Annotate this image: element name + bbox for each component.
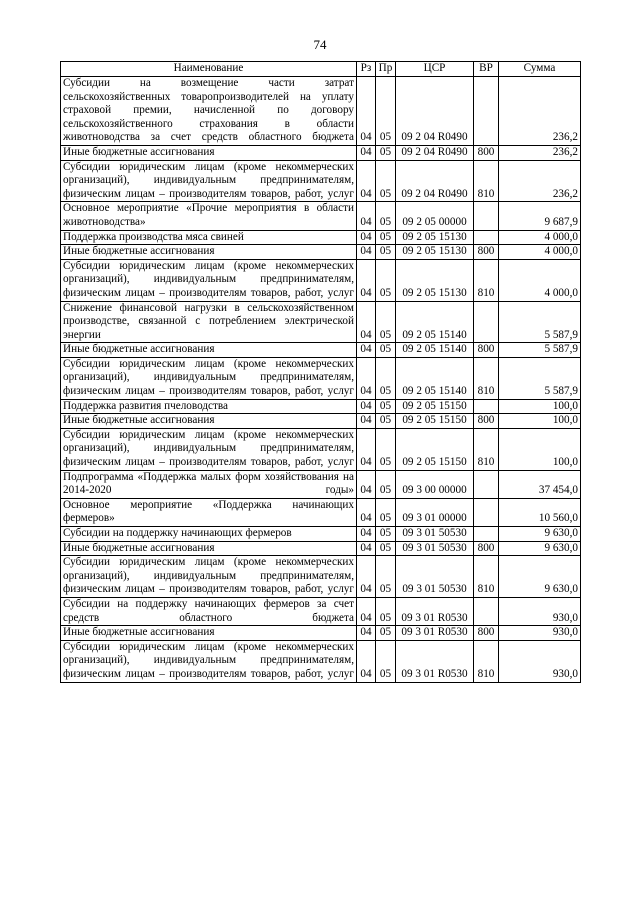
row-rz: 04 bbox=[357, 541, 376, 556]
row-name: Субсидии юридическим лицам (кроме некоммерческих организаций), индивидуальным предпринимателям, физическим лицам – производителям товаров, работ, услуг bbox=[61, 259, 357, 301]
row-vr: 800 bbox=[474, 626, 499, 641]
row-vr bbox=[474, 399, 499, 414]
row-sum: 236,2 bbox=[499, 145, 581, 160]
table-row bbox=[61, 343, 581, 358]
column-header-pr: Пр bbox=[376, 62, 396, 77]
row-name: Субсидии юридическим лицам (кроме некоммерческих организаций), индивидуальным предпринимателям, физическим лицам – производителям товаров, работ, услуг bbox=[61, 357, 357, 399]
row-sum: 4 000,0 bbox=[499, 259, 581, 301]
row-pr: 05 bbox=[376, 259, 396, 301]
row-vr bbox=[474, 498, 499, 526]
row-pr: 05 bbox=[376, 77, 396, 146]
row-sum: 10 560,0 bbox=[499, 498, 581, 526]
row-pr: 05 bbox=[376, 301, 396, 343]
table-row bbox=[61, 597, 581, 625]
row-name: Иные бюджетные ассигнования bbox=[61, 626, 357, 641]
row-pr: 05 bbox=[376, 556, 396, 598]
row-csr: 09 3 00 00000 bbox=[396, 470, 474, 498]
row-rz: 04 bbox=[357, 556, 376, 598]
budget-table bbox=[60, 61, 581, 683]
row-csr: 09 3 01 00000 bbox=[396, 498, 474, 526]
row-csr: 09 3 01 50530 bbox=[396, 527, 474, 542]
table-row bbox=[61, 470, 581, 498]
row-sum: 37 454,0 bbox=[499, 470, 581, 498]
table-row bbox=[61, 202, 581, 230]
column-header-csr: ЦСР bbox=[396, 62, 474, 77]
row-pr: 05 bbox=[376, 343, 396, 358]
row-name: Иные бюджетные ассигнования bbox=[61, 245, 357, 260]
table-row bbox=[61, 414, 581, 429]
row-sum: 9 630,0 bbox=[499, 527, 581, 542]
row-pr: 05 bbox=[376, 160, 396, 202]
row-csr: 09 3 01 R0530 bbox=[396, 640, 474, 682]
row-sum: 5 587,9 bbox=[499, 301, 581, 343]
row-csr: 09 2 05 15150 bbox=[396, 414, 474, 429]
table-row bbox=[61, 498, 581, 526]
row-pr: 05 bbox=[376, 626, 396, 641]
row-sum: 236,2 bbox=[499, 160, 581, 202]
row-vr: 810 bbox=[474, 160, 499, 202]
row-rz: 04 bbox=[357, 259, 376, 301]
row-vr bbox=[474, 230, 499, 245]
row-sum: 5 587,9 bbox=[499, 357, 581, 399]
row-sum: 9 630,0 bbox=[499, 541, 581, 556]
row-name: Поддержка развития пчеловодства bbox=[61, 399, 357, 414]
row-sum: 930,0 bbox=[499, 640, 581, 682]
row-csr: 09 2 05 15130 bbox=[396, 230, 474, 245]
row-vr bbox=[474, 77, 499, 146]
row-name: Основное мероприятие «Поддержка начинающих фермеров» bbox=[61, 498, 357, 526]
row-pr: 05 bbox=[376, 414, 396, 429]
table-row bbox=[61, 357, 581, 399]
row-sum: 5 587,9 bbox=[499, 343, 581, 358]
page-number: 74 bbox=[313, 37, 327, 52]
row-csr: 09 2 04 R0490 bbox=[396, 160, 474, 202]
row-name: Субсидии на поддержку начинающих фермеров за счет средств областного бюджета bbox=[61, 597, 357, 625]
table-row bbox=[61, 399, 581, 414]
row-vr: 810 bbox=[474, 556, 499, 598]
row-name: Субсидии юридическим лицам (кроме некоммерческих организаций), индивидуальным предпринимателям, физическим лицам – производителям товаров, работ, услуг bbox=[61, 556, 357, 598]
row-rz: 04 bbox=[357, 77, 376, 146]
row-csr: 09 2 05 15140 bbox=[396, 343, 474, 358]
row-pr: 05 bbox=[376, 640, 396, 682]
row-sum: 9 630,0 bbox=[499, 556, 581, 598]
table-row bbox=[61, 527, 581, 542]
table-row bbox=[61, 626, 581, 641]
row-rz: 04 bbox=[357, 357, 376, 399]
row-sum: 4 000,0 bbox=[499, 230, 581, 245]
row-csr: 09 2 04 R0490 bbox=[396, 145, 474, 160]
row-name: Субсидии на поддержку начинающих фермеров bbox=[61, 527, 357, 542]
row-rz: 04 bbox=[357, 414, 376, 429]
row-pr: 05 bbox=[376, 470, 396, 498]
row-vr: 810 bbox=[474, 259, 499, 301]
row-csr: 09 3 01 R0530 bbox=[396, 626, 474, 641]
row-rz: 04 bbox=[357, 498, 376, 526]
row-pr: 05 bbox=[376, 541, 396, 556]
table-row bbox=[61, 245, 581, 260]
row-csr: 09 2 05 15140 bbox=[396, 357, 474, 399]
row-vr: 800 bbox=[474, 343, 499, 358]
row-sum: 100,0 bbox=[499, 399, 581, 414]
row-name: Иные бюджетные ассигнования bbox=[61, 145, 357, 160]
row-name: Иные бюджетные ассигнования bbox=[61, 343, 357, 358]
column-header-rz: Рз bbox=[357, 62, 376, 77]
row-rz: 04 bbox=[357, 626, 376, 641]
row-vr: 800 bbox=[474, 145, 499, 160]
row-sum: 236,2 bbox=[499, 77, 581, 146]
row-name: Субсидии юридическим лицам (кроме некоммерческих организаций), индивидуальным предпринимателям, физическим лицам – производителям товаров, работ, услуг bbox=[61, 160, 357, 202]
row-csr: 09 2 05 15150 bbox=[396, 428, 474, 470]
row-sum: 100,0 bbox=[499, 428, 581, 470]
row-pr: 05 bbox=[376, 230, 396, 245]
row-rz: 04 bbox=[357, 145, 376, 160]
row-vr: 800 bbox=[474, 245, 499, 260]
row-rz: 04 bbox=[357, 160, 376, 202]
row-rz: 04 bbox=[357, 230, 376, 245]
row-name: Субсидии юридическим лицам (кроме некоммерческих организаций), индивидуальным предпринимателям, физическим лицам – производителям товаров, работ, услуг bbox=[61, 428, 357, 470]
row-pr: 05 bbox=[376, 597, 396, 625]
row-sum: 930,0 bbox=[499, 626, 581, 641]
row-pr: 05 bbox=[376, 145, 396, 160]
row-rz: 04 bbox=[357, 597, 376, 625]
row-csr: 09 2 05 00000 bbox=[396, 202, 474, 230]
row-rz: 04 bbox=[357, 202, 376, 230]
row-rz: 04 bbox=[357, 245, 376, 260]
table-row bbox=[61, 77, 581, 146]
row-rz: 04 bbox=[357, 399, 376, 414]
row-vr: 810 bbox=[474, 428, 499, 470]
row-rz: 04 bbox=[357, 428, 376, 470]
row-pr: 05 bbox=[376, 527, 396, 542]
row-rz: 04 bbox=[357, 527, 376, 542]
row-rz: 04 bbox=[357, 301, 376, 343]
row-csr: 09 2 05 15130 bbox=[396, 259, 474, 301]
row-pr: 05 bbox=[376, 357, 396, 399]
row-vr: 800 bbox=[474, 541, 499, 556]
table-row bbox=[61, 230, 581, 245]
row-vr bbox=[474, 527, 499, 542]
column-header-vr: ВР bbox=[474, 62, 499, 77]
row-name: Субсидии юридическим лицам (кроме некоммерческих организаций), индивидуальным предпринимателям, физическим лицам – производителям товаров, работ, услуг bbox=[61, 640, 357, 682]
row-pr: 05 bbox=[376, 399, 396, 414]
row-vr bbox=[474, 301, 499, 343]
row-name: Подпрограмма «Поддержка малых форм хозяйствования на 2014-2020 годы» bbox=[61, 470, 357, 498]
table-row bbox=[61, 301, 581, 343]
row-vr: 810 bbox=[474, 357, 499, 399]
column-header-sum: Сумма bbox=[499, 62, 581, 77]
row-rz: 04 bbox=[357, 470, 376, 498]
table-row bbox=[61, 160, 581, 202]
row-csr: 09 3 01 50530 bbox=[396, 556, 474, 598]
row-rz: 04 bbox=[357, 640, 376, 682]
row-vr: 800 bbox=[474, 414, 499, 429]
table-row bbox=[61, 259, 581, 301]
row-sum: 4 000,0 bbox=[499, 245, 581, 260]
row-pr: 05 bbox=[376, 245, 396, 260]
row-csr: 09 2 05 15130 bbox=[396, 245, 474, 260]
row-csr: 09 3 01 50530 bbox=[396, 541, 474, 556]
row-vr: 810 bbox=[474, 640, 499, 682]
table-row bbox=[61, 541, 581, 556]
row-csr: 09 2 05 15140 bbox=[396, 301, 474, 343]
row-csr: 09 2 04 R0490 bbox=[396, 77, 474, 146]
row-vr bbox=[474, 470, 499, 498]
column-header-name: Наименование bbox=[61, 62, 357, 77]
row-name: Иные бюджетные ассигнования bbox=[61, 414, 357, 429]
table-row bbox=[61, 428, 581, 470]
table-row bbox=[61, 145, 581, 160]
row-pr: 05 bbox=[376, 202, 396, 230]
row-sum: 930,0 bbox=[499, 597, 581, 625]
row-sum: 9 687,9 bbox=[499, 202, 581, 230]
row-name: Субсидии на возмещение части затрат сельскохозяйственных товаропроизводителей на уплату страховой премии, начисленной по договору сельскохозяйственного страхования в области животноводства за счет средств областного бюджета bbox=[61, 77, 357, 146]
row-sum: 100,0 bbox=[499, 414, 581, 429]
row-name: Основное мероприятие «Прочие мероприятия в области животноводства» bbox=[61, 202, 357, 230]
table-row bbox=[61, 640, 581, 682]
table-row bbox=[61, 556, 581, 598]
row-csr: 09 3 01 R0530 bbox=[396, 597, 474, 625]
row-name: Иные бюджетные ассигнования bbox=[61, 541, 357, 556]
row-pr: 05 bbox=[376, 428, 396, 470]
row-name: Поддержка производства мяса свиней bbox=[61, 230, 357, 245]
row-csr: 09 2 05 15150 bbox=[396, 399, 474, 414]
row-name: Снижение финансовой нагрузки в сельскохозяйственном производстве, связанной с потреблением электрической энергии bbox=[61, 301, 357, 343]
row-rz: 04 bbox=[357, 343, 376, 358]
row-pr: 05 bbox=[376, 498, 396, 526]
table-header-row bbox=[61, 62, 581, 77]
row-vr bbox=[474, 597, 499, 625]
row-vr bbox=[474, 202, 499, 230]
